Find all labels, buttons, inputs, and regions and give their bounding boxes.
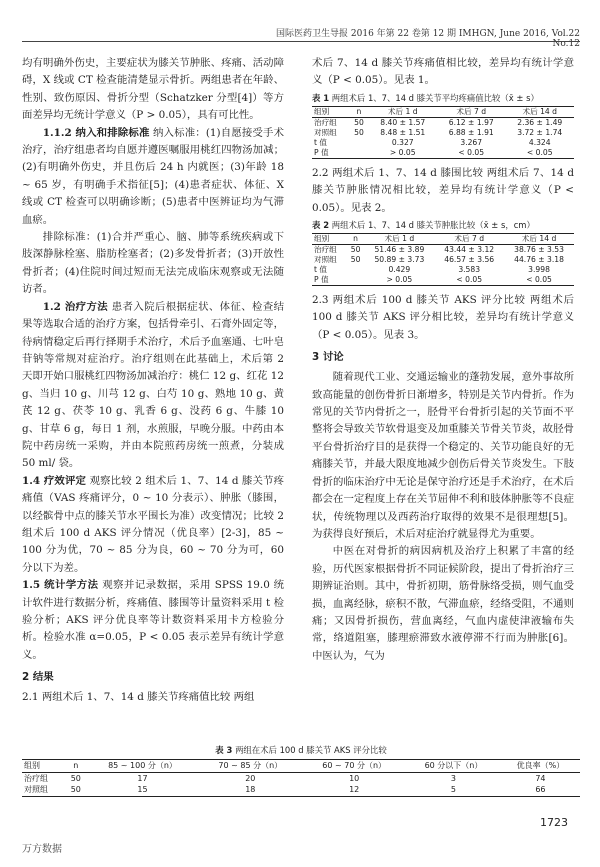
- table-row: [312, 117, 574, 128]
- table1-label: 表 1: [312, 92, 330, 103]
- table2-header: 术后 7 d: [454, 234, 485, 244]
- watermark-logo: 万方数据: [22, 844, 62, 855]
- table3-caption: [22, 744, 580, 756]
- table3-label: 表 3: [215, 745, 233, 755]
- table-cell: 治疗组: [314, 245, 337, 255]
- table-row: [22, 784, 580, 796]
- table3-header: 60 分以下（n）: [424, 761, 483, 770]
- table-cell: [347, 275, 365, 286]
- table1-header: 术后 14 d: [522, 106, 557, 116]
- table-row: [22, 772, 580, 784]
- table-cell: 3.72 ± 1.74: [517, 127, 563, 137]
- table-cell: 46.57 ± 3.56: [444, 255, 495, 265]
- table2-header: 术后 14 d: [521, 234, 557, 244]
- inclusion-text: 纳入标准：(1)自愿接受手术治疗，治疗组患者均自愿并遵医嘱服用桃红四物汤加减；(2)有明确外伤史，并且伤后 24 h 内就医；(3)年龄 18 ~ 65 岁，有明确手术指征[5]；(4)患者症状、体征、X 线或 CT 检查可以明确诊断；(5)患者中医辨证均为气滞血瘀。: [22, 126, 284, 226]
- section-title-2: 2 结果: [22, 671, 54, 684]
- table-row: [312, 265, 574, 275]
- table-cell: 50.89 ± 3.73: [374, 255, 425, 265]
- table-row: [312, 148, 574, 159]
- table3-title: 两组在术后 100 d 膝关节 AKS 评分比较: [235, 745, 387, 755]
- paragraph-2-1: 2.1 两组术后 1、7、14 d 膝关节疼痛值比较 两组: [22, 691, 255, 704]
- treatment-text: 患者入院后根据症状、体征、检查结果等选取合适的治疗方案，包括骨牵引、石膏外固定等，待病情稳定后再行择期手术治疗，术后予血塞通、七叶皂苷钠等常规对症治疗。治疗组则在此基础上，术后第 2 天即开始口服桃红四物汤加减治疗：桃仁 12 g、红花 12 g、当归 10 g、川芎 12 g、白芍 10 g、熟地 10 g、黄芪 12 g、茯苓 10 g、乳香 6 g、没药 6 g、牛膝 10 g、甘草 6 g，每日 1 剂，水煎服，早晚分服。中药由本院中药房统一采购，并由本院煎药房统一煎煮，分装成 50 ml/ 袋。: [22, 300, 284, 470]
- table-cell: 治疗组: [24, 773, 48, 783]
- table1-header: 术后 7 d: [456, 106, 487, 116]
- paragraph-2-3: 2.3 两组术后 100 d 膝关节 AKS 评分比较 两组术后 100 d 膝关节 AKS 评分相比较，差异均有统计学意义（P < 0.05）。见表 3。: [312, 294, 574, 341]
- table1-header-row: [312, 106, 574, 117]
- table2-label: 表 2: [312, 220, 330, 231]
- table-cell: 对照组: [314, 255, 337, 265]
- table-cell: 5: [450, 785, 456, 794]
- table3: [22, 759, 580, 797]
- table2-header: 术后 1 d: [384, 234, 415, 244]
- section-title-1-5: 1.5 统计学方法: [22, 579, 99, 592]
- table-cell: t 值: [314, 137, 327, 147]
- table-cell: 50: [350, 245, 361, 255]
- table-cell: 3.583: [458, 265, 481, 275]
- section-title-3: 3 讨论: [312, 351, 344, 364]
- table-cell: 50: [70, 785, 81, 794]
- left-column: [22, 55, 284, 707]
- table2-title: 两组术后 1、7、14 d 膝关节肿胀比较（x̄ ± s，cm）: [331, 220, 535, 231]
- table-cell: 17: [137, 773, 148, 783]
- table-cell: < 0.05: [458, 147, 485, 157]
- paragraph-evaluation: [22, 473, 284, 577]
- table-cell: 43.44 ± 3.12: [444, 245, 495, 255]
- page-number: 1723: [540, 816, 568, 829]
- table3-header: 优良率（%）: [516, 761, 565, 770]
- paragraph-discussion-1: 随着现代工业、交通运输业的蓬勃发展，意外事故所致高能量的创伤骨折日渐增多，特别是关节内骨折。作为常见的关节内骨折之一，胫骨平台骨折引起的关节面不平整将会导致关节软骨退变及加重膝关节骨关节炎，故胫骨平台骨折治疗目的是获得一个稳定的、关节功能良好的无痛膝关节，并最大限度地减少创伤后骨关节炎发生。下肢骨折的临床治疗中无论是保守治疗还是手术治疗，在术后都会在一定程度上存在关节屈伸不利和肢体肿胀等不良症状，传统物理以及西药治疗取得的效果不是很理想[5]。为获得良好预后，术后对症治疗就显得尤为重要。: [312, 371, 574, 540]
- table3-header: 组别: [24, 761, 40, 770]
- table-cell: 44.76 ± 3.18: [514, 255, 564, 265]
- running-header: 国际医药卫生导报 2016 年第 22 卷第 12 期 IMHGN, June 2016, Vol.22 No.12: [276, 29, 580, 49]
- table-cell: 50: [354, 117, 364, 127]
- table1-caption: [312, 92, 574, 104]
- paragraph-discussion-2: 中医在对骨折的病因病机及治疗上积累了丰富的经验，历代医家根据骨折不同证候阶段，提出了骨折治疗三期辨证治则。其中，骨折初期，筋骨脉络受损，则气血受损，血离经脉，瘀积不散，气滞血瘀，经络受阻，不通则痛；又因骨折损伤，营血离经，气血内虚使津液输布失常，络道阻塞，膝理瘀滞致水液停滞不行而为肿胀[6]。中医认为，气为: [312, 545, 574, 662]
- evaluation-text: 观察比较 2 组术后 1、7、14 d 膝关节疼痛值（VAS 疼痛评分，0 ~ 10 分表示）、肿胀（膝围，以经髌骨中点的膝关节水平围长为准）改变情况；比较 2 组术后 100 d AKS 评分情况（优良率）[2-3]，85 ~ 100 分为优，70 ~ 85 分为良，60 ~ 70 分为可，60 分以下为差。: [22, 474, 284, 574]
- table2-header: n: [353, 234, 358, 244]
- table-cell: 0.327: [391, 137, 414, 147]
- table-cell: 0.429: [388, 265, 411, 275]
- table1-header: n: [356, 106, 362, 116]
- paragraph-treatment: [22, 299, 284, 473]
- section-title-1-2: 1.2 治疗方法: [42, 300, 109, 313]
- table-row: [312, 255, 574, 265]
- table-cell: P 值: [314, 275, 329, 285]
- table-cell: [349, 138, 368, 148]
- paragraph-2-1-cont: 术后 7、14 d 膝关节疼痛值相比较，差异均有统计学意义（P < 0.05）。见表 1。: [312, 57, 574, 87]
- table-cell: 20: [245, 773, 256, 783]
- paragraph-baseline: 均有明确外伤史，主要症状为膝关节肿胀、疼痛、活动障碍，X 线或 CT 检查能清楚显示骨折。两组患者在年龄、性别、致伤原因、骨折分型（Schatzker 分型[4]）等方面差异均无统计学意义（P > 0.05），具有可比性。: [22, 57, 284, 122]
- table-cell: 3.998: [528, 265, 550, 275]
- table-cell: [347, 265, 365, 275]
- paragraph-inclusion: [22, 125, 284, 229]
- right-column: [312, 55, 574, 665]
- table-cell: 8.40 ± 1.57: [380, 117, 426, 127]
- table-row: [312, 128, 574, 138]
- table-cell: 3.267: [460, 137, 483, 147]
- table3-header: 85 ~ 100 分（n）: [108, 761, 177, 770]
- table2-header: 组别: [314, 234, 330, 244]
- statistics-text: 观察并记录数据，采用 SPSS 19.0 统计软件进行数据分析，疼痛值、膝围等计量资料采用 t 检验分析；AKS 评分优良率等计数资料采用卡方检验分析。检验水准 α=0.05，P < 0.05 表示差异有统计学意义。: [22, 579, 284, 661]
- table-cell: 10: [349, 773, 360, 783]
- table-cell: 51.46 ± 3.89: [374, 245, 425, 255]
- table1: [312, 106, 574, 159]
- table-cell: 2.36 ± 1.49: [517, 117, 563, 127]
- table-cell: 50: [350, 255, 361, 265]
- table-cell: t 值: [314, 265, 327, 275]
- table-row: [312, 275, 574, 286]
- table-cell: 6.88 ± 1.91: [448, 127, 494, 137]
- paragraph-2-2: 2.2 两组术后 1、7、14 d 膝围比较 两组术后 7、14 d 膝关节肿胀情况相比较，差异均有统计学意义（P < 0.05）。见表 2。: [312, 166, 574, 214]
- table1-header: 术后 1 d: [387, 106, 418, 116]
- table-cell: 8.48 ± 1.51: [380, 127, 426, 137]
- table-cell: 74: [535, 773, 546, 783]
- table-cell: 6.12 ± 1.97: [448, 117, 494, 127]
- table1-title: 两组术后 1、7、14 d 膝关节平均疼痛值比较（x̄ ± s）: [331, 92, 539, 103]
- table-cell: < 0.05: [526, 275, 552, 285]
- table-cell: 18: [245, 785, 256, 794]
- table-cell: 对照组: [24, 785, 48, 794]
- table3-header: 70 ~ 85 分（n）: [218, 761, 283, 770]
- table3-header-row: [22, 760, 580, 773]
- header-rule: [22, 41, 580, 42]
- paragraph-exclusion: 排除标准：(1)合并严重心、脑、肺等系统疾病或下肢深静脉栓塞、脂肪栓塞者；(2)多发骨折者；(3)开放性骨折者；(4)住院时间过短而无法完成临床观察或无法随访者。: [22, 231, 284, 296]
- table-cell: 50: [70, 773, 81, 783]
- table-cell: 38.76 ± 3.53: [514, 245, 564, 255]
- table-cell: 4.324: [528, 137, 551, 147]
- table3-header: 60 ~ 70 分（n）: [322, 761, 387, 770]
- table-cell: P 值: [314, 147, 329, 157]
- table-cell: 15: [137, 785, 148, 794]
- table-cell: > 0.05: [386, 275, 413, 285]
- table-row: [312, 138, 574, 148]
- table-cell: 50: [354, 127, 364, 137]
- table-cell: < 0.05: [456, 275, 483, 285]
- table3-header: n: [73, 761, 79, 770]
- table-cell: 12: [349, 785, 360, 794]
- table1-header: 组别: [314, 106, 330, 116]
- paragraph-statistics: [22, 577, 284, 664]
- table-cell: 66: [535, 785, 546, 794]
- table2-caption: [312, 219, 574, 231]
- section-title-1-1-2: 1.1.2 纳入和排除标准: [42, 126, 150, 139]
- table3-block: [22, 742, 580, 797]
- table2: [312, 233, 574, 286]
- table-cell: < 0.05: [526, 147, 553, 157]
- table-cell: > 0.05: [389, 147, 416, 157]
- table-cell: [349, 148, 368, 159]
- table-row: [312, 245, 574, 256]
- table-cell: 3: [450, 773, 456, 783]
- section-title-1-4: 1.4 疗效评定: [22, 474, 87, 487]
- table2-header-row: [312, 234, 574, 245]
- table-cell: 治疗组: [314, 117, 337, 127]
- table-cell: 对照组: [314, 127, 337, 137]
